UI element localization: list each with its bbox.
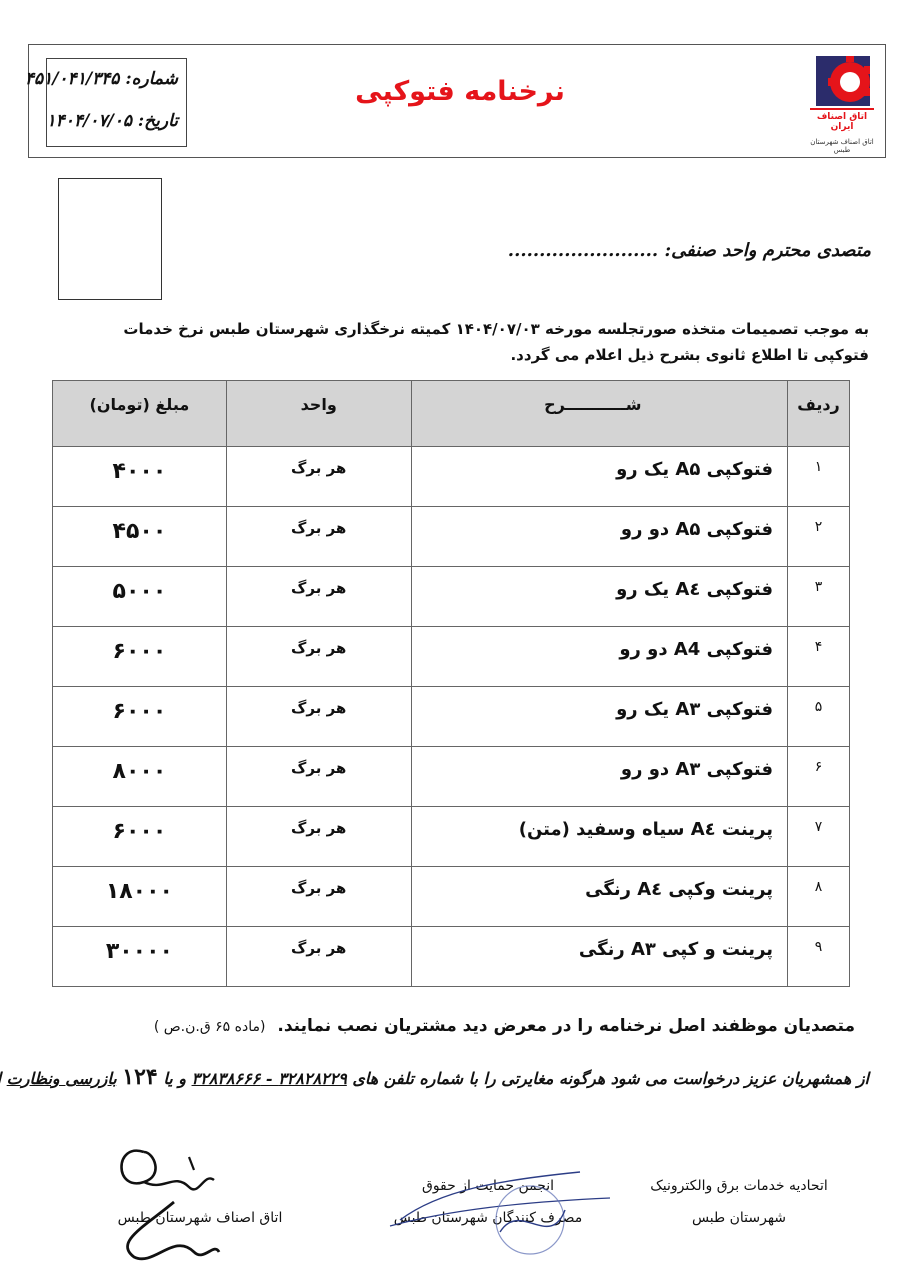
- row-price: ۵۰۰۰: [53, 567, 227, 627]
- row-price: ۱۸۰۰۰: [53, 867, 227, 927]
- row-number: ۵: [788, 687, 850, 747]
- row-number: ۳: [788, 567, 850, 627]
- consumer-association-signature-mark: [380, 1160, 620, 1260]
- row-price: ۴۰۰۰: [53, 447, 227, 507]
- row-number: ۲: [788, 507, 850, 567]
- table-row: [53, 507, 850, 567]
- row-unit: هر برگ: [226, 507, 411, 567]
- rate-table: [52, 380, 850, 987]
- complaint-mid: و یا: [163, 1069, 186, 1088]
- row-unit: هر برگ: [226, 687, 411, 747]
- row-price: ۳۰۰۰۰: [53, 927, 227, 987]
- row-unit: هر برگ: [226, 747, 411, 807]
- row-price: ۶۰۰۰: [53, 627, 227, 687]
- row-number: ۷: [788, 807, 850, 867]
- inspection-office: بازرسی ونظارت: [6, 1069, 117, 1088]
- row-unit: هر برگ: [226, 627, 411, 687]
- hotline-number: ۱۲۴: [122, 1064, 158, 1090]
- row-number: ۸: [788, 867, 850, 927]
- complaint-post: [0, 1069, 1, 1088]
- row-number: ۶: [788, 747, 850, 807]
- row-price: ۸۰۰۰: [53, 747, 227, 807]
- law-reference: (ماده ۶۵ ق.ن.ص ): [153, 1019, 266, 1035]
- row-unit: هر برگ: [226, 927, 411, 987]
- page-title: نرخنامه فتوکپی: [355, 76, 565, 107]
- row-description: فتوکپی A۵ دو رو: [411, 507, 788, 567]
- rate-table-body: [53, 447, 850, 987]
- table-row: [53, 747, 850, 807]
- intro-paragraph: به موجب تصمیمات متخذه صورتجلسه مورخه ۱۴۰۴/۰۷/۰۳ کمیته نرخگذاری شهرستان طبس نرخ خدمات فتوکپی تا اطلاع ثانوی بشرح ذیل اعلام می گردد.: [123, 320, 869, 364]
- signature-middle-line1: انجمن حمایت از حقوق: [421, 1178, 555, 1194]
- table-row: [53, 627, 850, 687]
- reference-number: شماره: ۴۵۱/۰۴۱/۳۴۵: [24, 69, 178, 89]
- phone-numbers: ۳۲۸۲۸۲۲۹ - ۳۲۸۳۸۶۶۶: [191, 1069, 347, 1088]
- complaint-pre: از همشهریان عزیز درخواست می شود هرگونه مغایرتی را با شماره تلفن های: [352, 1069, 869, 1088]
- reference-box: [24, 58, 187, 147]
- header-unit: واحد: [226, 381, 411, 447]
- logo-text: اتاق اصناف ایران: [816, 112, 868, 132]
- header-price: مبلغ (تومان): [53, 381, 227, 447]
- row-description: فتوکپی A٤ یک رو: [411, 567, 788, 627]
- row-description: پرینت و کپی A۳ رنگی: [411, 927, 788, 987]
- logo-caption: اتاق اصناف شهرستان طبس: [810, 138, 874, 154]
- row-number: ۹: [788, 927, 850, 987]
- header-description: شـــــــــــرح: [411, 381, 788, 447]
- table-row: [53, 567, 850, 627]
- display-notice: [154, 1016, 855, 1036]
- guild-chamber-signature-mark: [104, 1132, 224, 1272]
- signature-middle-line2: مصرف کنندگان شهرستان طبس: [393, 1210, 583, 1226]
- row-price: ۶۰۰۰: [53, 687, 227, 747]
- table-row: [53, 687, 850, 747]
- table-row: [53, 447, 850, 507]
- row-unit: هر برگ: [226, 807, 411, 867]
- addressee-line: متصدی محترم واحد صنفی: ........................: [507, 240, 871, 261]
- signature-right-line1: اتحادیه خدمات برق والکترونیک: [650, 1178, 828, 1194]
- table-header-row: [53, 381, 850, 447]
- document-date: تاریخ: ۱۴۰۴/۰۷/۰۵: [46, 111, 178, 131]
- table-row: [53, 867, 850, 927]
- signature-right-line2: شهرستان طبس: [691, 1210, 787, 1226]
- signature-guild-chamber: اتاق اصناف شهرستان طبس: [117, 1210, 283, 1226]
- row-description: فتوکپی A۳ دو رو: [411, 747, 788, 807]
- table-row: [53, 927, 850, 987]
- signature-electronics-union: [639, 1170, 839, 1234]
- stamp-box: [58, 178, 162, 300]
- row-description: پرینت وکپی A٤ رنگی: [411, 867, 788, 927]
- table-row: [53, 807, 850, 867]
- row-price: ۴۵۰۰: [53, 507, 227, 567]
- display-notice-text: متصدیان موظفند اصل نرخنامه را در معرض دید مشتریان نصب نمایند.: [277, 1016, 855, 1036]
- row-description: فتوکپی A۳ یک رو: [411, 687, 788, 747]
- row-number: ۱: [788, 447, 850, 507]
- row-unit: هر برگ: [226, 447, 411, 507]
- row-unit: هر برگ: [226, 567, 411, 627]
- row-description: پرینت A٤ سیاه وسفید (متن): [411, 807, 788, 867]
- row-unit: هر برگ: [226, 867, 411, 927]
- row-price: ۶۰۰۰: [53, 807, 227, 867]
- row-description: فتوکپی A4 دو رو: [411, 627, 788, 687]
- row-number: ۴: [788, 627, 850, 687]
- complaint-line: [6, 1064, 869, 1090]
- header-row-number: ردیف: [788, 381, 850, 447]
- row-description: فتوکپی A۵ یک رو: [411, 447, 788, 507]
